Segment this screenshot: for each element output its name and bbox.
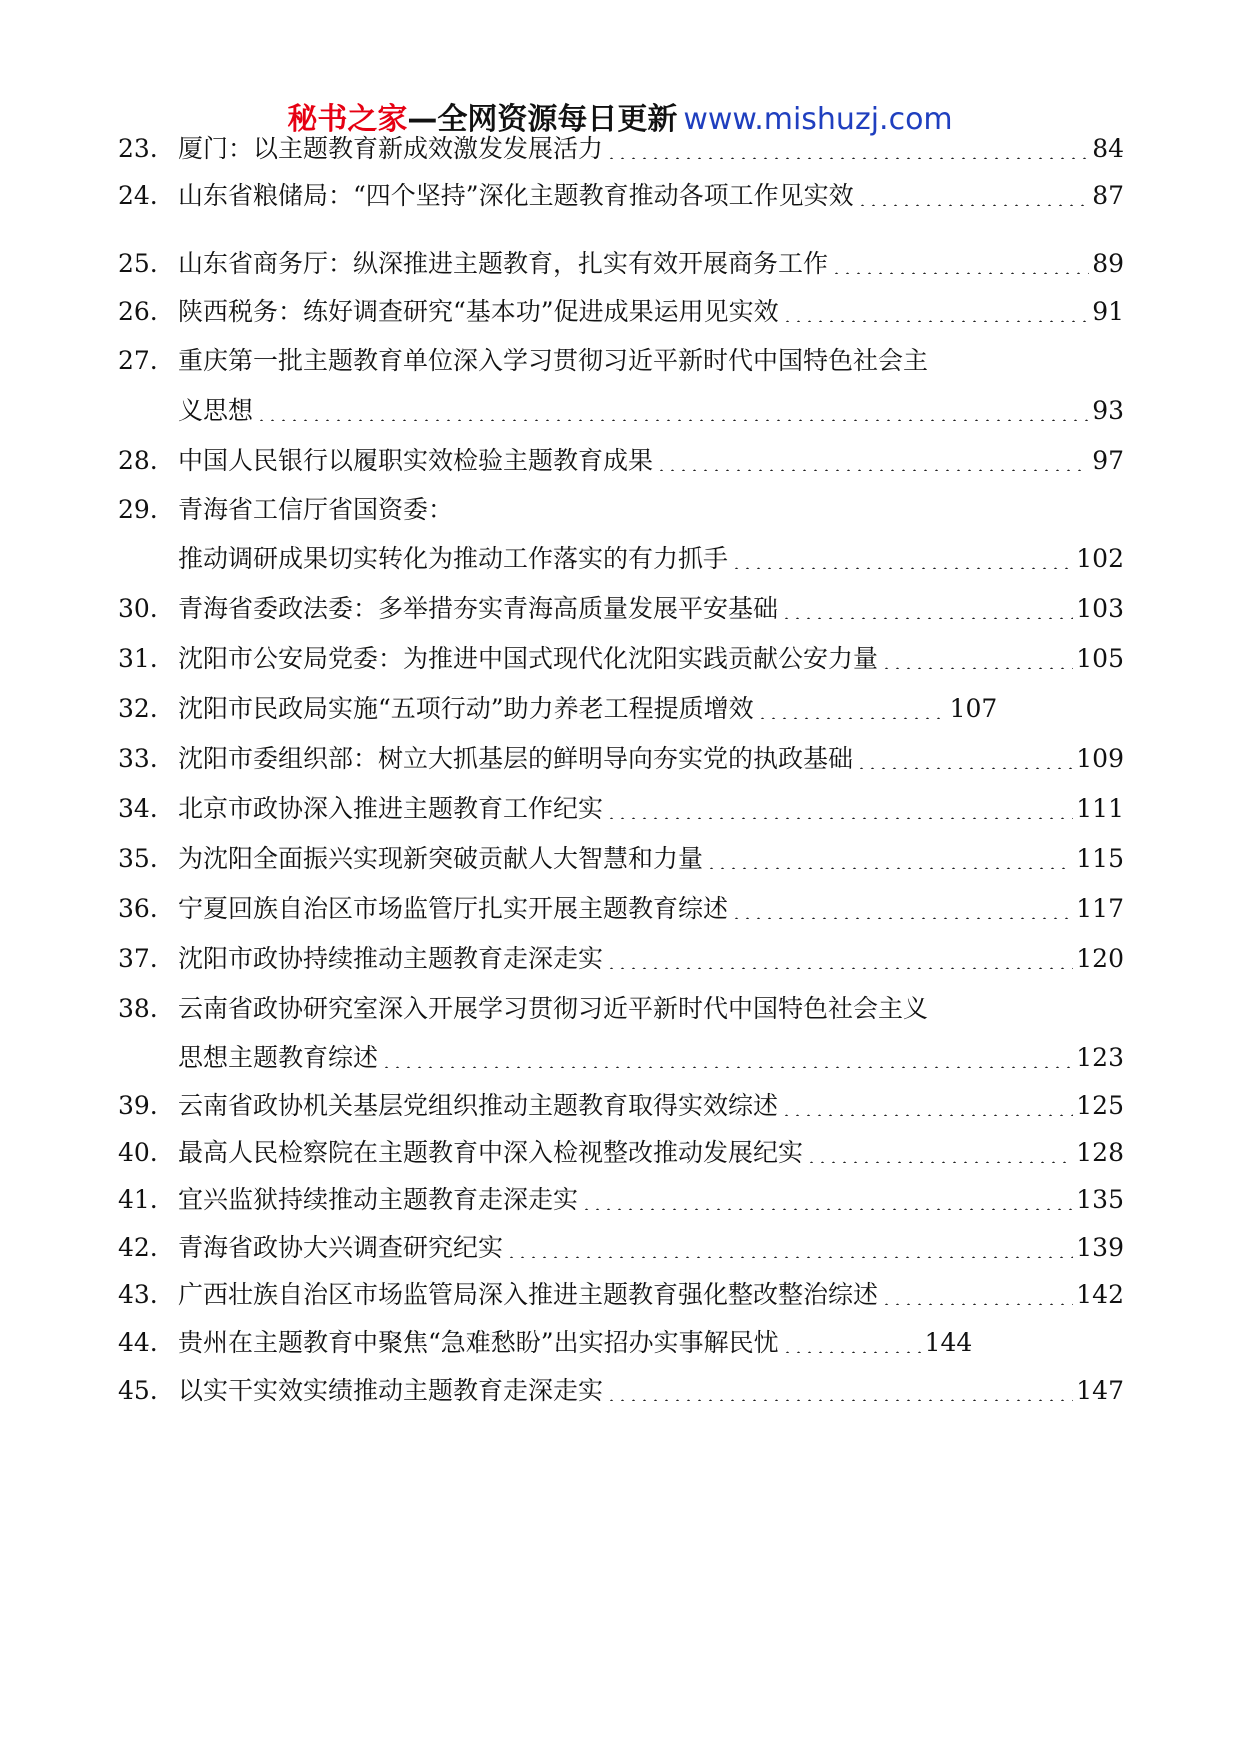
toc-entry-title: 北京市政协深入推进主题教育工作纪实 (178, 794, 604, 823)
toc-entry[interactable] (118, 489, 1124, 531)
toc-entry[interactable] (118, 638, 1124, 680)
toc-entry-title: 沈阳市民政局实施“五项行动”助力养老工程提质增效 (178, 694, 754, 723)
toc-entry[interactable] (118, 938, 1124, 980)
toc-leader-dots (731, 917, 1073, 919)
toc-entry-number: 45. (118, 1376, 158, 1405)
toc-entry-number: 32. (118, 694, 158, 723)
toc-page-number: 91 (1092, 297, 1124, 326)
toc-page-number: 103 (1076, 594, 1124, 623)
toc-entry[interactable] (118, 291, 1124, 333)
toc-page-number: 115 (1076, 844, 1124, 873)
toc-entry[interactable] (118, 128, 1124, 170)
toc-entry-number: 40. (118, 1138, 158, 1167)
toc-entry-number: 33. (118, 744, 158, 773)
toc-leader-dots (781, 1114, 1073, 1116)
toc-page-number: 142 (1076, 1280, 1124, 1309)
toc-page-number: 135 (1076, 1185, 1124, 1214)
toc-entry[interactable] (118, 888, 1124, 930)
toc-entry-title: 山东省商务厅：纵深推进主题教育，扎实有效开展商务工作 (178, 249, 829, 278)
toc-entry-number: 43. (118, 1280, 158, 1309)
toc-entry[interactable] (118, 243, 1124, 285)
toc-page-number: 102 (1076, 544, 1124, 573)
toc-page-number: 107 (949, 694, 998, 723)
toc-page-number: 105 (1076, 644, 1124, 673)
toc-leader-dots (606, 157, 1089, 159)
toc-entry-number: 28. (118, 446, 158, 475)
header-slogan: —全网资源每日更新 (407, 102, 678, 137)
toc-entry[interactable] (118, 440, 1124, 482)
toc-page-number: 89 (1092, 249, 1124, 278)
toc-entry-number: 30. (118, 594, 158, 623)
toc-entry-title: 重庆第一批主题教育单位深入学习贯彻习近平新时代中国特色社会主 (178, 346, 929, 375)
toc-entry-title: 云南省政协研究室深入开展学习贯彻习近平新时代中国特色社会主义 (178, 994, 929, 1023)
toc-entry-number: 38. (118, 994, 158, 1023)
toc-page-number: 87 (1092, 181, 1124, 210)
toc-entry-number: 31. (118, 644, 158, 673)
toc-entry-title: 云南省政协机关基层党组织推动主题教育取得实效综述 (178, 1091, 779, 1120)
toc-leader-dots (881, 1303, 1073, 1305)
toc-page-number: 84 (1092, 134, 1124, 163)
toc-leader-dots (782, 1351, 922, 1353)
toc-page-number: 120 (1076, 944, 1124, 973)
toc-entry[interactable] (118, 688, 1124, 730)
toc-entry-number: 24. (118, 181, 158, 210)
toc-entry-title: 山东省粮储局：“四个坚持”深化主题教育推动各项工作见实效 (178, 181, 854, 210)
toc-entry-number: 29. (118, 495, 158, 524)
toc-page-number: 93 (1092, 396, 1124, 425)
toc-entry-title: 思想主题教育综述 (178, 1043, 379, 1072)
toc-leader-dots (606, 967, 1073, 969)
toc-page-number: 144 (924, 1328, 973, 1357)
site-url[interactable]: www.mishuzj.com (683, 102, 953, 137)
toc-entry-number: 39. (118, 1091, 158, 1120)
toc-page-number: 109 (1076, 744, 1124, 773)
toc-page-number: 111 (1076, 794, 1124, 823)
toc-page-number: 128 (1076, 1138, 1124, 1167)
toc-leader-dots (856, 767, 1073, 769)
toc-leader-dots (656, 469, 1089, 471)
toc-leader-dots (381, 1066, 1073, 1068)
toc-entry-title: 青海省委政法委：多举措夯实青海高质量发展平安基础 (178, 594, 779, 623)
toc-entry[interactable] (118, 738, 1124, 780)
toc-entry-number: 36. (118, 894, 158, 923)
toc-leader-dots (706, 867, 1073, 869)
toc-entry-title: 青海省政协大兴调查研究纪实 (178, 1233, 504, 1262)
toc-entry-number: 41. (118, 1185, 158, 1214)
toc-entry[interactable] (118, 988, 1124, 1030)
toc-entry-title: 广西壮族自治区市场监管局深入推进主题教育强化整改整治综述 (178, 1280, 879, 1309)
toc-leader-dots (881, 667, 1073, 669)
toc-entry-title: 为沈阳全面振兴实现新突破贡献人大智慧和力量 (178, 844, 704, 873)
toc-entry[interactable] (118, 838, 1124, 880)
toc-entry-title: 宁夏回族自治区市场监管厅扎实开展主题教育综述 (178, 894, 729, 923)
toc-leader-dots (506, 1256, 1073, 1258)
toc-leader-dots (857, 204, 1090, 206)
toc-entry[interactable] (118, 1132, 1124, 1174)
toc-leader-dots (256, 419, 1089, 421)
toc-entry[interactable] (118, 390, 1124, 432)
toc-leader-dots (731, 567, 1073, 569)
toc-entry-title: 宜兴监狱持续推动主题教育走深走实 (178, 1185, 579, 1214)
toc-leader-dots (606, 817, 1073, 819)
toc-entry[interactable] (118, 1274, 1124, 1316)
toc-leader-dots (831, 272, 1089, 274)
toc-page-number: 117 (1076, 894, 1124, 923)
toc-entry-number: 42. (118, 1233, 158, 1262)
brand-name: 秘书之家 (287, 102, 408, 137)
toc-entry-title: 沈阳市政协持续推动主题教育走深走实 (178, 944, 604, 973)
toc-entry-title: 厦门：以主题教育新成效激发发展活力 (178, 134, 604, 163)
toc-entry[interactable] (118, 1085, 1124, 1127)
toc-entry[interactable] (118, 1370, 1124, 1412)
toc-entry-title: 陕西税务：练好调查研究“基本功”促进成果运用见实效 (178, 297, 779, 326)
toc-entry[interactable] (118, 175, 1124, 217)
toc-page-number: 139 (1076, 1233, 1124, 1262)
toc-entry-title: 中国人民银行以履职实效检验主题教育成果 (178, 446, 654, 475)
toc-entry-number: 23. (118, 134, 158, 163)
toc-entry[interactable] (118, 538, 1124, 580)
toc-entry-number: 44. (118, 1328, 158, 1357)
toc-entry-title: 贵州在主题教育中聚焦“急难愁盼”出实招办实事解民忧 (178, 1328, 779, 1357)
toc-entry-title: 青海省工信厅省国资委： (178, 495, 454, 524)
toc-entry-number: 27. (118, 346, 158, 375)
toc-page-number: 125 (1076, 1091, 1124, 1120)
toc-page-number: 147 (1076, 1376, 1124, 1405)
toc-entry-number: 34. (118, 794, 158, 823)
toc-entry-title: 推动调研成果切实转化为推动工作落实的有力抓手 (178, 544, 729, 573)
toc-entry[interactable] (118, 588, 1124, 630)
toc-leader-dots (606, 1399, 1073, 1401)
toc-entry-number: 26. (118, 297, 158, 326)
toc-entry-number: 35. (118, 844, 158, 873)
toc-leader-dots (806, 1161, 1073, 1163)
toc-entry-title: 义思想 (178, 396, 254, 425)
toc-entry-title: 沈阳市公安局党委：为推进中国式现代化沈阳实践贡献公安力量 (178, 644, 879, 673)
toc-entry-number: 25. (118, 249, 158, 278)
toc-page-number: 97 (1092, 446, 1124, 475)
toc-entry[interactable] (118, 788, 1124, 830)
toc-entry-title: 沈阳市委组织部：树立大抓基层的鲜明导向夯实党的执政基础 (178, 744, 854, 773)
toc-entry-number: 37. (118, 944, 158, 973)
toc-leader-dots (782, 320, 1090, 322)
toc-leader-dots (781, 617, 1073, 619)
toc-entry-title: 以实干实效实绩推动主题教育走深走实 (178, 1376, 604, 1405)
toc-entry[interactable] (118, 1037, 1124, 1079)
toc-leader-dots (757, 717, 947, 719)
toc-page-number: 123 (1076, 1043, 1124, 1072)
toc-entry[interactable] (118, 1322, 1124, 1364)
toc-entry[interactable] (118, 1179, 1124, 1221)
toc-entry[interactable] (118, 1227, 1124, 1269)
toc-entry-title: 最高人民检察院在主题教育中深入检视整改推动发展纪实 (178, 1138, 804, 1167)
toc-leader-dots (581, 1208, 1073, 1210)
toc-entry[interactable] (118, 340, 1124, 382)
